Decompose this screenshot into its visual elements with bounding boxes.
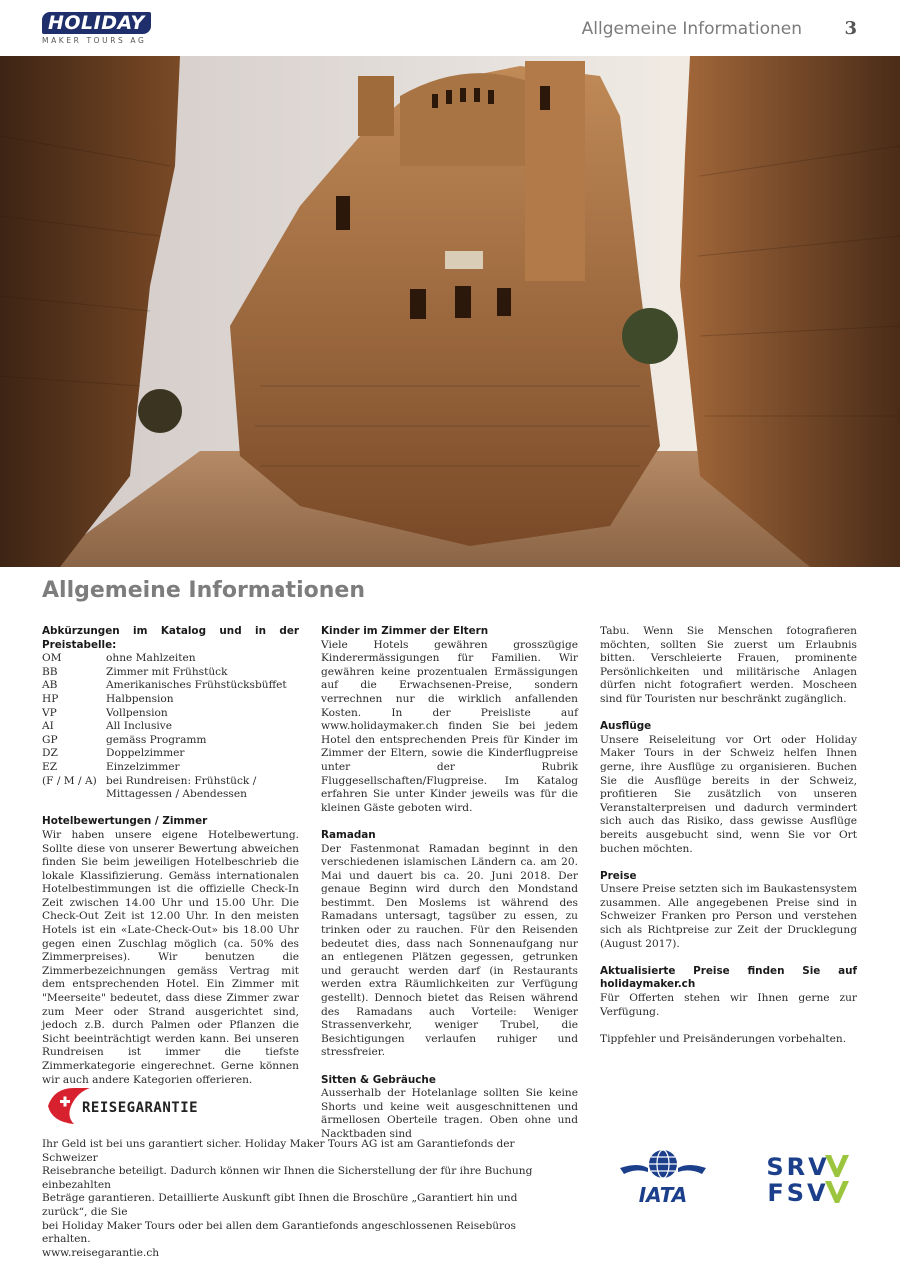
holiday-maker-logo <box>42 12 151 45</box>
preise-text: Unsere Preise setzten sich im Baukastensystem zusammen. Alle angegebenen Preise sind in Schweizer Franken pro Person und verstehen sich als Richtpreise zur Zeit der Drucklegung (August 2017). <box>600 883 857 950</box>
column-right <box>600 625 857 1060</box>
abbr-code: GP <box>42 733 58 746</box>
ausfluege-text: Unsere Reiseleitung vor Ort oder Holiday Maker Tours in der Schweiz helfen Ihnen gerne, ihre Ausflüge zu organisieren. Buchen Sie die Ausflüge bereits in der Schweiz, profitieren Sie zusätzlich von unseren Veranstalterpreisen und dadurch vermindert sich auch das Risiko, dass gewisse Ausflüge bereits ausgebucht sind, wenn Sie vor Ort buchen möchten. <box>600 733 857 855</box>
guarantee-line: Beträge garantieren. Detaillierte Auskunft gibt Ihnen die Broschüre „Garantiert hin und zurück“, die Sie <box>42 1192 518 1218</box>
page-header <box>0 0 900 56</box>
sitten-heading: Sitten & Gebräuche <box>321 1073 436 1086</box>
kinder-text: Viele Hotels gewähren grosszügige Kinderermässigungen für Familien. Wir gewähren keine prozentualen Ermässigungen auf die Erwachsenen-Preise, sondern verrechnen nur die wirklich anfallenden Kosten. In der Preisliste auf www.holidaymaker.ch finden Sie bei jedem Hotel den entsprechenden Preis für Kinder im Zimmer der Eltern, sowie die Kinderflugpreise unter der Rubrik Fluggesellschaften/Flugpreise. Im Katalog erfahren Sie unter Kinder jeweils was für die kleinen Gäste geboten wird. <box>321 638 578 814</box>
running-title: Allgemeine Informationen <box>581 19 802 39</box>
fsv-text: FSV <box>767 1179 829 1207</box>
iata-wordmark: IATA <box>638 1183 688 1207</box>
kinder-heading: Kinder im Zimmer der Eltern <box>321 625 489 637</box>
abbr-code: AI <box>42 720 54 733</box>
guarantee-line: Reisebranche beteiligt. Dadurch können wir Ihnen die Sicherstellung der für ihre Buchung einbezahlten <box>42 1165 533 1191</box>
abbr-meaning: gemäss Programm <box>106 733 207 746</box>
ramadan-text: Der Fastenmonat Ramadan beginnt in den verschiedenen islamischen Ländern ca. am 20. Mai und dauert bis ca. 20. Juni 2018. Der genaue Beginn wird durch den Mondstand bestimmt. Den Moslems ist während des Ramadans untersagt, tagsüber zu essen, zu trinken oder zu rauchen. Für den Reisenden bedeutet dies, dass nach Sonnenaufgang nur an entlegenen Plätzen gegessen, getrunken und geraucht werden darf (in Restaurants werden extra Räumlichkeiten zur Verfügung gestellt). Dennoch bietet das Reisen während des Ramadans auch Vorteile: Weniger Strassenverkehr, weniger Trubel, die Besichtigungen verlaufen ruhiger und stressfreier. <box>321 842 578 1059</box>
column-left <box>42 625 299 1101</box>
ramadan-heading: Ramadan <box>321 828 376 841</box>
hotel-heading: Hotelbewertungen / Zimmer <box>42 815 208 828</box>
abbr-code: (F / M / A) <box>42 774 97 787</box>
abbr-meaning: Amerikanisches Frühstücksbüffet <box>106 679 287 692</box>
abbr-code: AB <box>42 679 58 692</box>
reisegarantie-logo <box>44 1084 199 1130</box>
aktuell-heading: Aktualisierte Preise finden Sie auf holidaymaker.ch <box>600 964 857 991</box>
abbr-meaning: Vollpension <box>106 706 168 719</box>
guarantee-url: www.reisegarantie.ch <box>42 1246 160 1259</box>
guarantee-line: Ihr Geld ist bei uns garantiert sicher. Holiday Maker Tours AG ist am Garantiefonds der Schweizer <box>42 1138 515 1164</box>
ausfluege-heading: Ausflüge <box>600 720 652 733</box>
sitten-text: Ausserhalb der Hotelanlage sollten Sie keine Shorts und keine weit ausgeschnittenen und ärmellosen Oberteile tragen. Oben ohne und Nacktbaden sind <box>321 1087 578 1140</box>
aktuell-text: Für Offerten stehen wir Ihnen gerne zur Verfügung. <box>600 992 857 1018</box>
abbr-meaning: bei Rundreisen: Frühstück / Mittagessen / Abendessen <box>106 774 257 801</box>
abbr-meaning: Halbpension <box>106 692 174 705</box>
logo-wordmark: HOLIDAY <box>42 12 151 34</box>
old-city-church-illustration <box>0 56 900 567</box>
srv-fsv-logo <box>743 1153 853 1211</box>
disclaimer-text: Tippfehler und Preisänderungen vorbehalten. <box>600 1032 847 1045</box>
column-middle <box>321 625 578 1155</box>
abbr-code: VP <box>42 706 57 719</box>
sitten-text-continued: Tabu. Wenn Sie Menschen fotografieren möchten, sollten Sie zuerst um Erlaubnis bitten. Verschleierte Frauen, prominente Persönlichkeiten und militärische Anlagen dürfen nicht fotografiert werden. Moscheen sind für Touristen nur beschränkt zugänglich. <box>600 625 857 705</box>
preise-heading: Preise <box>600 869 637 882</box>
guarantee-line: bei Holiday Maker Tours oder bei allen dem Garantiefonds angeschlossenen Reisebüros erhalten. <box>42 1219 516 1246</box>
abbr-code: HP <box>42 692 59 705</box>
logo-subtitle: MAKER TOURS AG <box>42 36 147 45</box>
hotel-text: Wir haben unsere eigene Hotelbewertung. Sollte diese von unserer Bewertung abweichen finden Sie beim jeweiligen Hotelbeschrieb die lokale Klassifizierung. Gemäss internationalen Hotelbestimmungen ist die offizielle Check-In Zeit zwischen 14.00 Uhr und 15.00 Uhr. Die Check-Out Zeit ist 12.00 Uhr. In den meisten Hotels ist ein «Late-Check-Out» bis 18.00 Uhr gegen einen Zuschlag möglich (ca. 50% des Zimmerpreises). Wir benutzen die Zimmerbezeichnungen gemäss Vertrag mit dem entsprechenden Hotel. Ein Zimmer mit "Meerseite" bedeutet, dass diese Zimmer zwar zum Meer oder Strand ausgerichtet sind, jedoch z.B. durch Palmen oder Pflanzen die Sicht beeinträchtigt werden kann. Bei unseren Rundreisen ist immer die tiefste Zimmerkategorie eingerechnet. Gerne können wir auch andere Kategorien offerieren. <box>42 828 299 1086</box>
hero-photo <box>0 56 900 567</box>
abbr-code: OM <box>42 652 62 665</box>
page-number: 3 <box>844 18 857 39</box>
iata-logo <box>618 1146 708 1210</box>
abbr-meaning: Einzelzimmer <box>106 760 180 773</box>
abbr-code: EZ <box>42 760 58 773</box>
abbr-code: BB <box>42 665 58 678</box>
page-title: Allgemeine Informationen <box>42 578 365 603</box>
guarantee-text <box>42 1138 562 1260</box>
srv-text: SRV <box>766 1153 830 1181</box>
abbr-meaning: ohne Mahlzeiten <box>106 652 196 665</box>
abbr-code: DZ <box>42 747 58 760</box>
abbr-meaning: Doppelzimmer <box>106 747 185 760</box>
abbr-meaning: All Inclusive <box>106 720 173 733</box>
abbr-meaning: Zimmer mit Frühstück <box>106 665 228 678</box>
abbreviations-heading: Abkürzungen im Katalog und in der Preistabelle: <box>42 625 299 651</box>
reisegarantie-wordmark: REISEGARANTIE <box>82 1100 199 1116</box>
abbreviations-list <box>42 652 299 802</box>
